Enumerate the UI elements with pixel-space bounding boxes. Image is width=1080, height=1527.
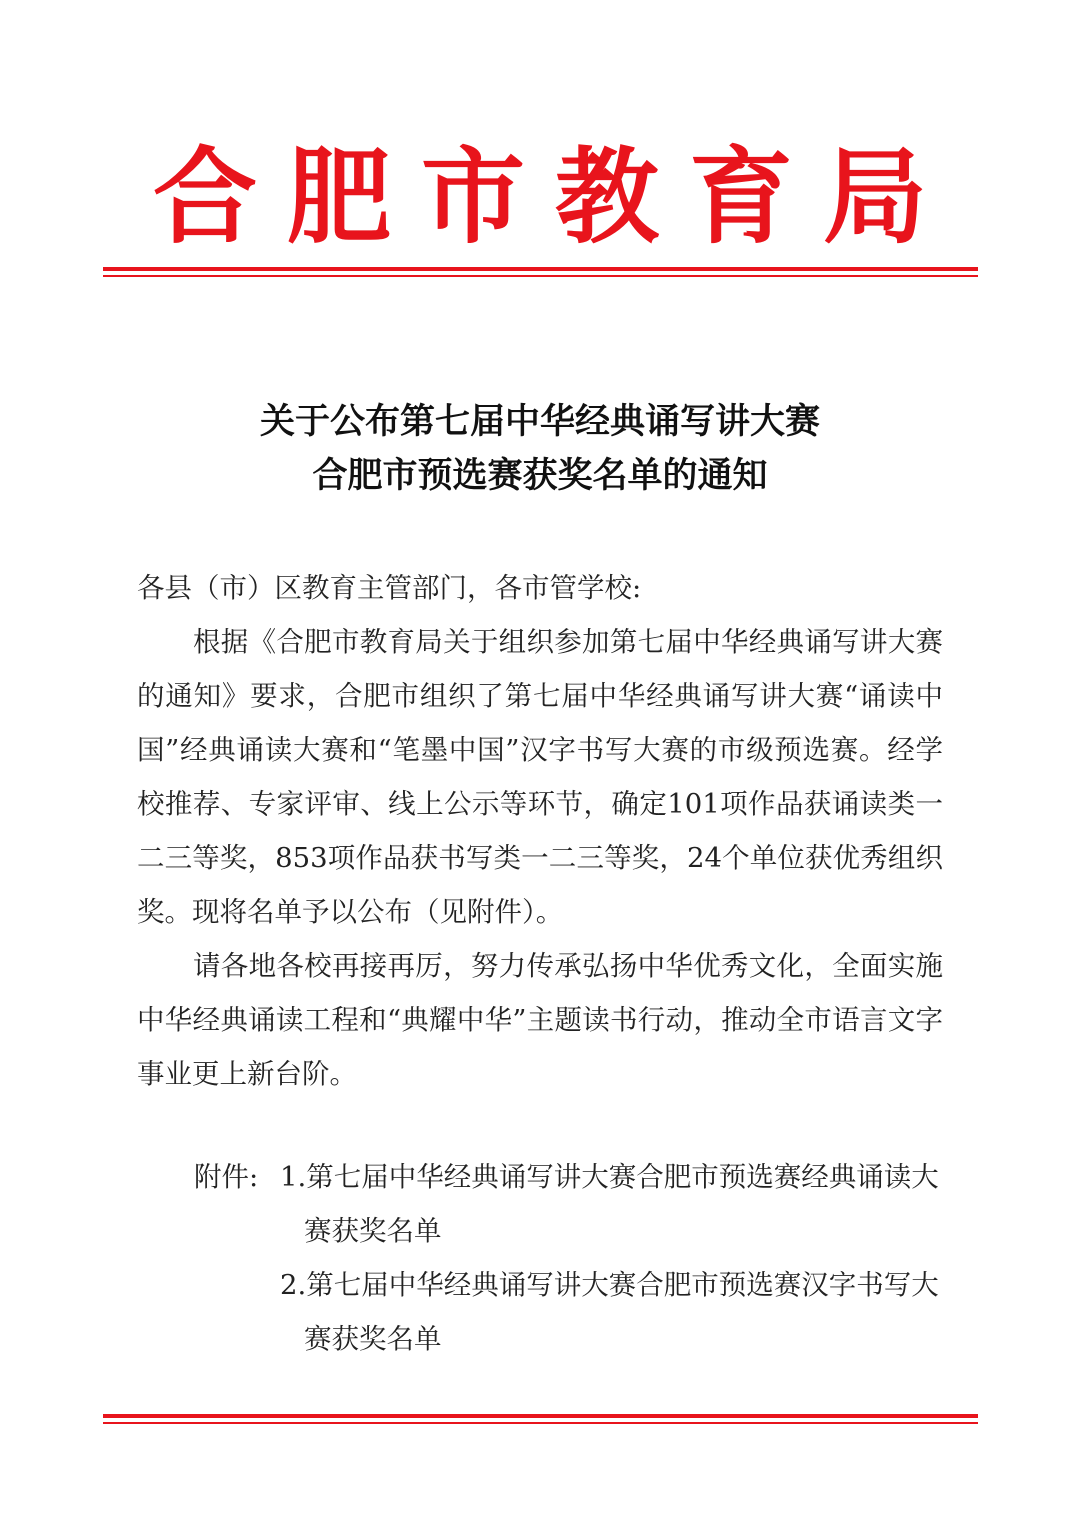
footer-divider-thin bbox=[103, 1422, 978, 1424]
attachment-item-text: 第七届中华经典诵写讲大赛合肥市预选赛经典诵读大赛获奖名单 bbox=[304, 1161, 939, 1247]
attachment-item-number: 2. bbox=[280, 1269, 307, 1301]
document-title-line-2: 合肥市预选赛获奖名单的通知 bbox=[312, 455, 768, 496]
attachments-label: 附件: bbox=[194, 1161, 259, 1193]
attachment-item-text: 第七届中华经典诵写讲大赛合肥市预选赛汉字书写大赛获奖名单 bbox=[304, 1269, 939, 1355]
attachment-item-number: 1. bbox=[280, 1161, 307, 1193]
footer-divider-thick bbox=[103, 1414, 978, 1418]
document-title-line-1: 关于公布第七届中华经典诵写讲大赛 bbox=[259, 401, 820, 442]
header-divider-thin bbox=[103, 275, 978, 277]
document-title bbox=[0, 395, 1080, 503]
salutation: 各县（市）区教育主管部门，各市管学校: bbox=[137, 572, 642, 604]
body-paragraph-1: 根据《合肥市教育局关于组织参加第七届中华经典诵写讲大赛的通知》要求，合肥市组织了第七届中华经典诵写讲大赛“诵读中国”经典诵读大赛和“笔墨中国”汉字书写大赛的市级预选赛。经学校推荐、专家评审、线上公示等环节，确定101项作品获诵读类一二三等奖，853项作品获书写类一二三等奖，24个单位获优秀组织奖。现将名单予以公布（见附件）。 bbox=[137, 626, 943, 928]
header-divider-thick bbox=[103, 267, 978, 271]
issuing-agency-header: 合肥市教育局 bbox=[152, 136, 957, 258]
body-paragraph-2: 请各地各校再接再厉，努力传承弘扬中华优秀文化，全面实施中华经典诵读工程和“典耀中华”主题读书行动，推动全市语言文字事业更上新台阶。 bbox=[137, 950, 943, 1090]
